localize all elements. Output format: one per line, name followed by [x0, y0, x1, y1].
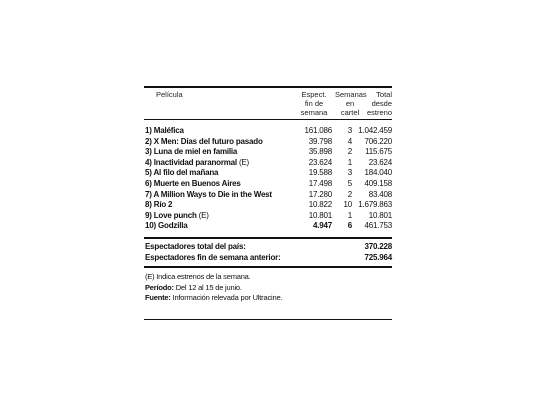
weekend-viewers: 161.086 — [304, 126, 332, 135]
total-viewers: 1.679.863 — [358, 200, 392, 210]
table-row — [144, 126, 392, 137]
movie-title: 4) Inactividad paranormal (E) — [145, 157, 250, 167]
totals-rule — [144, 237, 392, 239]
previous-weekend-row — [144, 252, 392, 263]
total-viewers: 23.624 — [368, 157, 392, 167]
bottom-rule — [144, 319, 392, 320]
top-rule — [144, 86, 392, 88]
movie-title: 7) A Million Ways to Die in the West — [145, 189, 272, 199]
weekend-viewers: 17.280 — [308, 189, 332, 199]
table-row — [144, 158, 392, 169]
table-body — [144, 126, 392, 232]
weeks-showing: 4 — [347, 136, 352, 146]
table-row — [144, 137, 392, 148]
total-country-label: Espectadores total del país: — [145, 242, 246, 251]
header-total-line-1: Total — [376, 90, 392, 99]
total-viewers: 83.408 — [368, 189, 392, 199]
weekend-viewers: 39.798 — [308, 136, 332, 146]
totals-section — [144, 241, 392, 263]
movie-title: 1) Maléfica — [145, 126, 184, 135]
weeks-showing: 1 — [347, 210, 352, 220]
weeks-showing: 5 — [347, 178, 352, 188]
header-espect-line-3: semana — [300, 108, 328, 117]
total-viewers: 1.042.459 — [358, 126, 392, 135]
previous-weekend-value: 725.964 — [364, 253, 392, 262]
total-viewers: 115.675 — [365, 147, 392, 157]
header-espect — [296, 90, 332, 117]
header-semanas-line-2: en — [345, 99, 355, 108]
table-row — [144, 147, 392, 158]
movie-title: 2) X Men: Días del futuro pasado — [145, 136, 263, 146]
movie-title: 6) Muerte en Buenos Aires — [145, 178, 241, 188]
weeks-showing: 10 — [343, 200, 352, 210]
weekend-viewers: 17.498 — [308, 178, 332, 188]
header-espect-line-2: fin de — [304, 99, 324, 108]
weeks-showing: 1 — [347, 157, 352, 167]
header-espect-line-1: Espect. — [301, 90, 327, 99]
notes-rule — [144, 266, 392, 268]
header-pelicula: Película — [156, 90, 183, 99]
header-total — [366, 90, 392, 117]
table-row — [144, 221, 392, 232]
header-total-line-2: desde — [371, 99, 392, 108]
table-row — [144, 179, 392, 190]
movie-title: 3) Luna de miel en familia — [145, 147, 238, 157]
movie-title: 5) Al filo del mañana — [145, 168, 219, 178]
weeks-showing: 2 — [347, 147, 352, 157]
movie-title: 10) Godzilla — [145, 221, 188, 231]
note-periodo: Período: Del 12 al 15 de junio. — [145, 282, 242, 292]
weekend-viewers: 10.822 — [308, 200, 332, 210]
total-viewers: 10.801 — [368, 210, 392, 220]
weeks-showing: 6 — [347, 221, 352, 231]
total-viewers: 409.158 — [364, 178, 392, 188]
table-row — [144, 200, 392, 211]
total-country-row — [144, 241, 392, 252]
header-semanas-line-1: Semanas — [335, 90, 367, 99]
notes-section — [145, 272, 391, 304]
weekend-viewers: 19.588 — [308, 168, 332, 178]
table-row — [144, 211, 392, 222]
weeks-showing: 3 — [347, 168, 352, 178]
header-semanas — [335, 90, 365, 117]
table-row — [144, 190, 392, 201]
note-estrenos: (E) Indica estrenos de la semana. — [145, 272, 251, 281]
previous-weekend-label: Espectadores fin de semana anterior: — [145, 253, 281, 262]
total-viewers: 461.753 — [364, 221, 392, 231]
total-viewers: 184.040 — [364, 168, 392, 178]
note-fuente: Fuente: Información relevada por Ultracine. — [145, 293, 283, 302]
movie-title: 9) Love punch (E) — [145, 210, 209, 220]
weeks-showing: 2 — [347, 189, 352, 199]
weeks-showing: 3 — [347, 126, 352, 135]
header-total-line-3: estreno — [366, 108, 392, 117]
total-viewers: 706.220 — [364, 136, 392, 146]
table-row — [144, 168, 392, 179]
weekend-viewers: 35.898 — [308, 147, 332, 157]
header-semanas-line-3: cartel — [340, 108, 360, 117]
header-rule — [144, 119, 392, 120]
total-country-value: 370.228 — [364, 242, 392, 251]
weekend-viewers: 10.801 — [308, 210, 332, 220]
movie-title: 8) Río 2 — [145, 200, 173, 210]
weekend-viewers: 4.947 — [312, 221, 332, 231]
weekend-viewers: 23.624 — [308, 157, 332, 167]
